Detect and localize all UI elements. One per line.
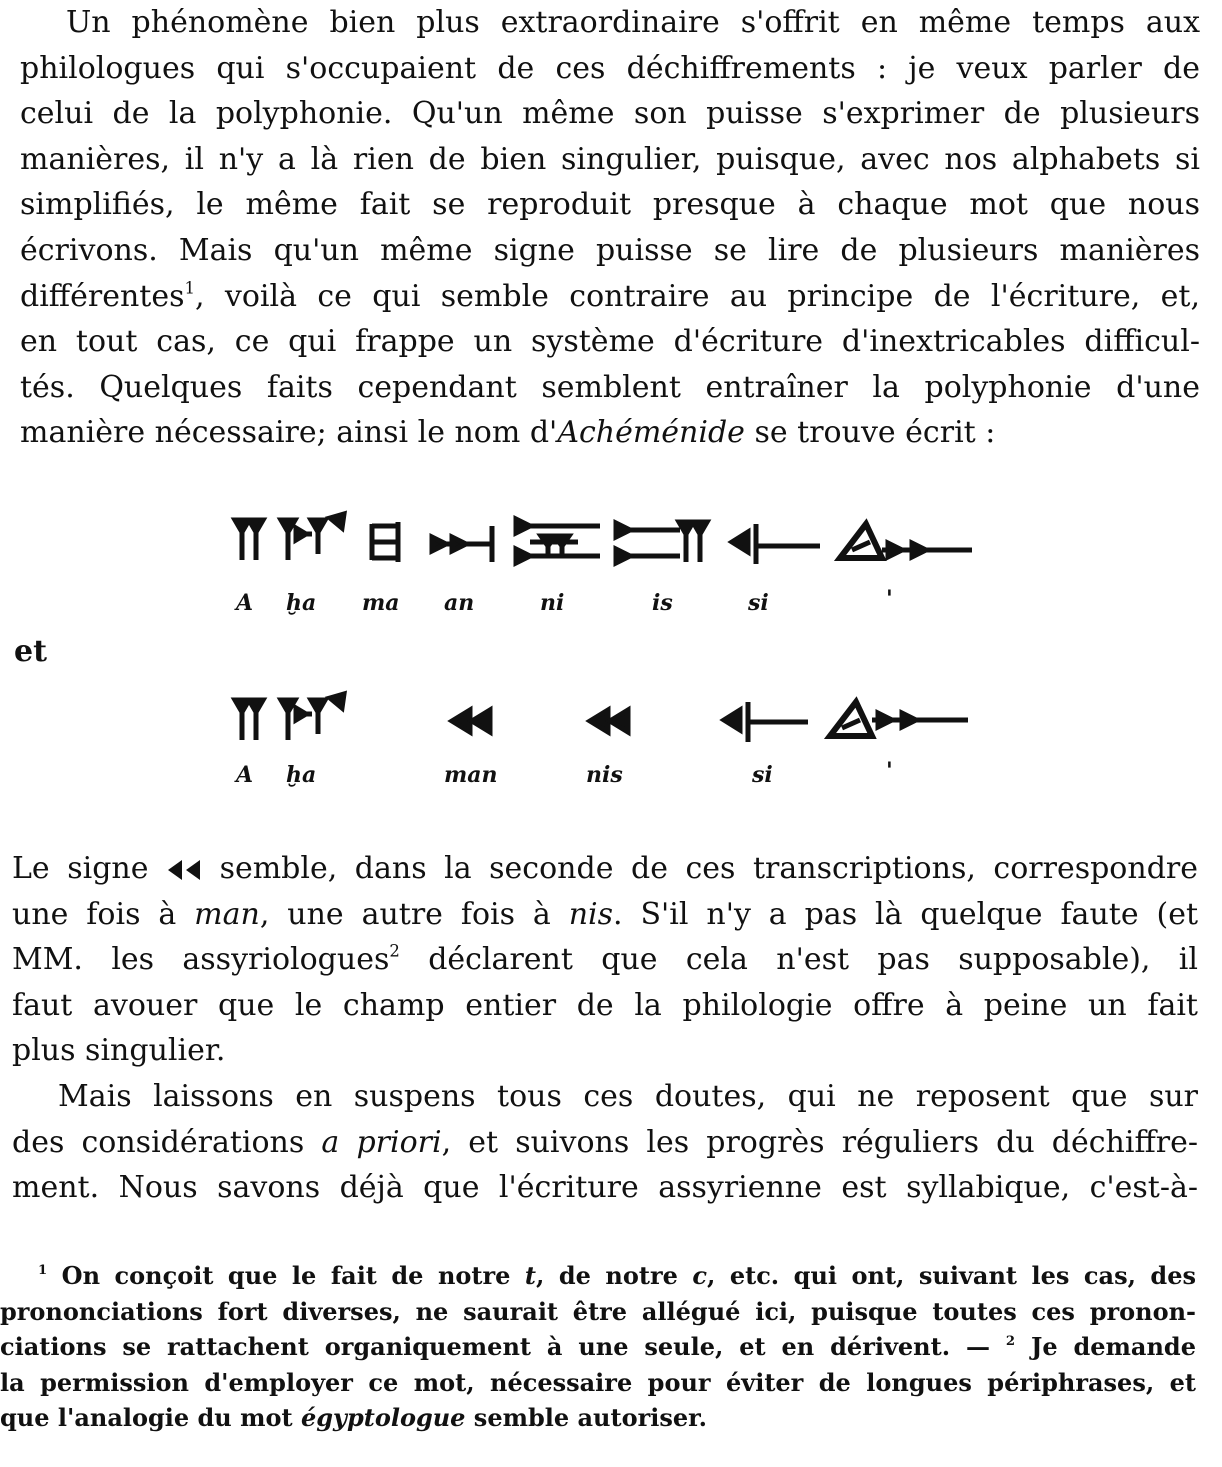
- cuneiform-glyphs-row-1: [0, 510, 1222, 570]
- translit-label: si: [752, 762, 773, 788]
- text-fragment: , une autre fois à: [259, 896, 569, 932]
- footnotes: [0, 1258, 1196, 1436]
- translit-label: A: [236, 762, 254, 788]
- translit-label: ': [886, 586, 893, 612]
- cuneiform-sign-si: [724, 702, 808, 742]
- text-fragment: une fois à: [12, 896, 195, 932]
- translit-label: nis: [586, 762, 623, 788]
- cuneiform-sign-aleph: [840, 524, 972, 558]
- achemenide-name: Achéménide: [557, 415, 745, 451]
- syllable-man: man: [194, 896, 260, 932]
- text-fragment: se trouve écrit :: [744, 415, 996, 451]
- translit-label: man: [444, 762, 498, 788]
- cuneiform-sign-nis: [590, 710, 628, 732]
- text-fragment: MM. les assyriologues: [12, 942, 390, 978]
- egyptologue-word: égyptologue: [300, 1403, 466, 1432]
- translit-label: A: [236, 590, 254, 616]
- translit-label: an: [444, 590, 475, 616]
- translit-label: ': [886, 758, 893, 784]
- footnote-ref-2[interactable]: 2: [389, 941, 400, 961]
- paragraph-2: [12, 846, 1198, 1074]
- cuneiform-sign-an: [432, 526, 492, 562]
- footnote-line: prononciations fort diverses, ne saurait être allégué ici, puisque toutes ces pronon-: [0, 1296, 1196, 1326]
- text-line: [20, 410, 1200, 456]
- footnote-line: [0, 1329, 1196, 1365]
- text-fragment: , etc. qui ont, suivant les cas, des: [706, 1261, 1196, 1290]
- cuneiform-sign-a: [235, 700, 263, 740]
- paragraph-1: [20, 0, 1200, 456]
- text-fragment: , et suivons les progrès réguliers du déchiffre-: [441, 1124, 1199, 1160]
- text-fragment: , de notre: [536, 1261, 693, 1290]
- footnote-line: la permission d'employer ce mot, nécessaire pour éviter de longues périphrases, et: [0, 1367, 1196, 1397]
- translit-label: ḫa: [286, 762, 317, 788]
- text-fragment: On conçoit que le fait de notre: [47, 1261, 525, 1290]
- text-fragment: . S'il n'y a pas là quelque faute (et: [613, 896, 1198, 932]
- text-line: faut avouer que le champ entier de la philologie offre à peine un fait: [12, 987, 1198, 1023]
- cuneiform-sign-ha: [281, 514, 344, 560]
- text-line: celui de la polyphonie. Qu'un même son puisse s'exprimer de plusieurs: [20, 96, 1200, 132]
- text-line: plus singulier.: [12, 1033, 226, 1069]
- text-line: Un phénomène bien plus extraordinaire s'offrit en même temps aux: [66, 5, 1200, 40]
- letter-t: t: [524, 1261, 536, 1290]
- cuneiform-sign-man: [452, 710, 490, 732]
- translit-label: ma: [362, 590, 400, 616]
- text-fragment: semble, dans la seconde de ces transcriptions, correspondre: [202, 851, 1198, 886]
- text-line: en tout cas, ce qui frappe un système d'écriture d'inextricables difficul-: [20, 324, 1200, 360]
- text-line: [20, 274, 1200, 320]
- footnote-marker-1: 1: [38, 1263, 48, 1279]
- footnote-line: [0, 1258, 1196, 1294]
- text-fragment: , voilà ce qui semble contraire au principe de l'écriture, et,: [195, 278, 1200, 314]
- footnote-ref-1[interactable]: 1: [184, 278, 195, 298]
- cuneiform-sign-aleph: [830, 702, 968, 736]
- text-line: tés. Quelques faits cependant semblent entraîner la polyphonie d'une: [20, 369, 1200, 405]
- text-fragment: différentes: [20, 278, 185, 314]
- text-fragment: Je demande: [1015, 1332, 1196, 1361]
- a-priori: a priori: [321, 1124, 442, 1160]
- text-line: ment. Nous savons déjà que l'écriture assyrienne est syllabique, c'est-à-: [12, 1170, 1198, 1206]
- translit-label: is: [652, 590, 673, 616]
- text-line: simplifiés, le même fait se reproduit presque à chaque mot que nous: [20, 187, 1200, 223]
- footnote-line: [0, 1400, 1196, 1436]
- text-fragment: semble autoriser.: [465, 1403, 707, 1432]
- footnote-marker-2: 2: [1005, 1334, 1016, 1350]
- text-line: Mais laissons en suspens tous ces doutes, qui ne reposent que sur: [58, 1079, 1198, 1114]
- text-line: [12, 846, 1198, 892]
- text-line: philologues qui s'occupaient de ces déchiffrements : je veux parler de: [20, 50, 1200, 86]
- translit-label: ḫa: [286, 590, 317, 616]
- paragraph-3: [12, 1074, 1198, 1211]
- text-fragment: Le signe: [12, 851, 149, 886]
- cuneiform-sign-a: [235, 520, 263, 560]
- cuneiform-sign-ni: [516, 519, 600, 563]
- cuneiform-sign-is: [616, 522, 707, 563]
- translit-label: si: [748, 590, 769, 616]
- cuneiform-sign-si: [732, 524, 820, 564]
- cuneiform-inline-sign: [166, 858, 202, 882]
- syllable-nis: nis: [568, 896, 614, 932]
- text-line: [12, 892, 1198, 938]
- translit-label: ni: [540, 590, 565, 616]
- text-fragment: que l'analogie du mot: [0, 1403, 301, 1432]
- text-fragment: ciations se rattachent organiquement à une seule, et en dérivent. —: [0, 1332, 1006, 1361]
- text-fragment: manière nécessaire; ainsi le nom d': [20, 415, 558, 451]
- cuneiform-row-2: [0, 690, 1222, 810]
- text-line: manières, il n'y a là rien de bien singulier, puisque, avec nos alphabets si: [20, 141, 1200, 177]
- text-line: [12, 937, 1198, 983]
- cuneiform-sign-ma: [372, 522, 398, 562]
- cuneiform-row-1: [0, 510, 1222, 630]
- text-fragment: des considérations: [12, 1124, 322, 1160]
- text-fragment: déclarent que cela n'est pas supposable), il: [399, 942, 1198, 978]
- cuneiform-sign-ha: [281, 694, 344, 740]
- text-line: [12, 1120, 1198, 1166]
- et-label: et: [14, 634, 47, 669]
- text-line: écrivons. Mais qu'un même signe puisse se lire de plusieurs manières: [20, 232, 1200, 268]
- cuneiform-glyphs-row-2: [0, 690, 1222, 750]
- letter-c: c: [692, 1261, 707, 1290]
